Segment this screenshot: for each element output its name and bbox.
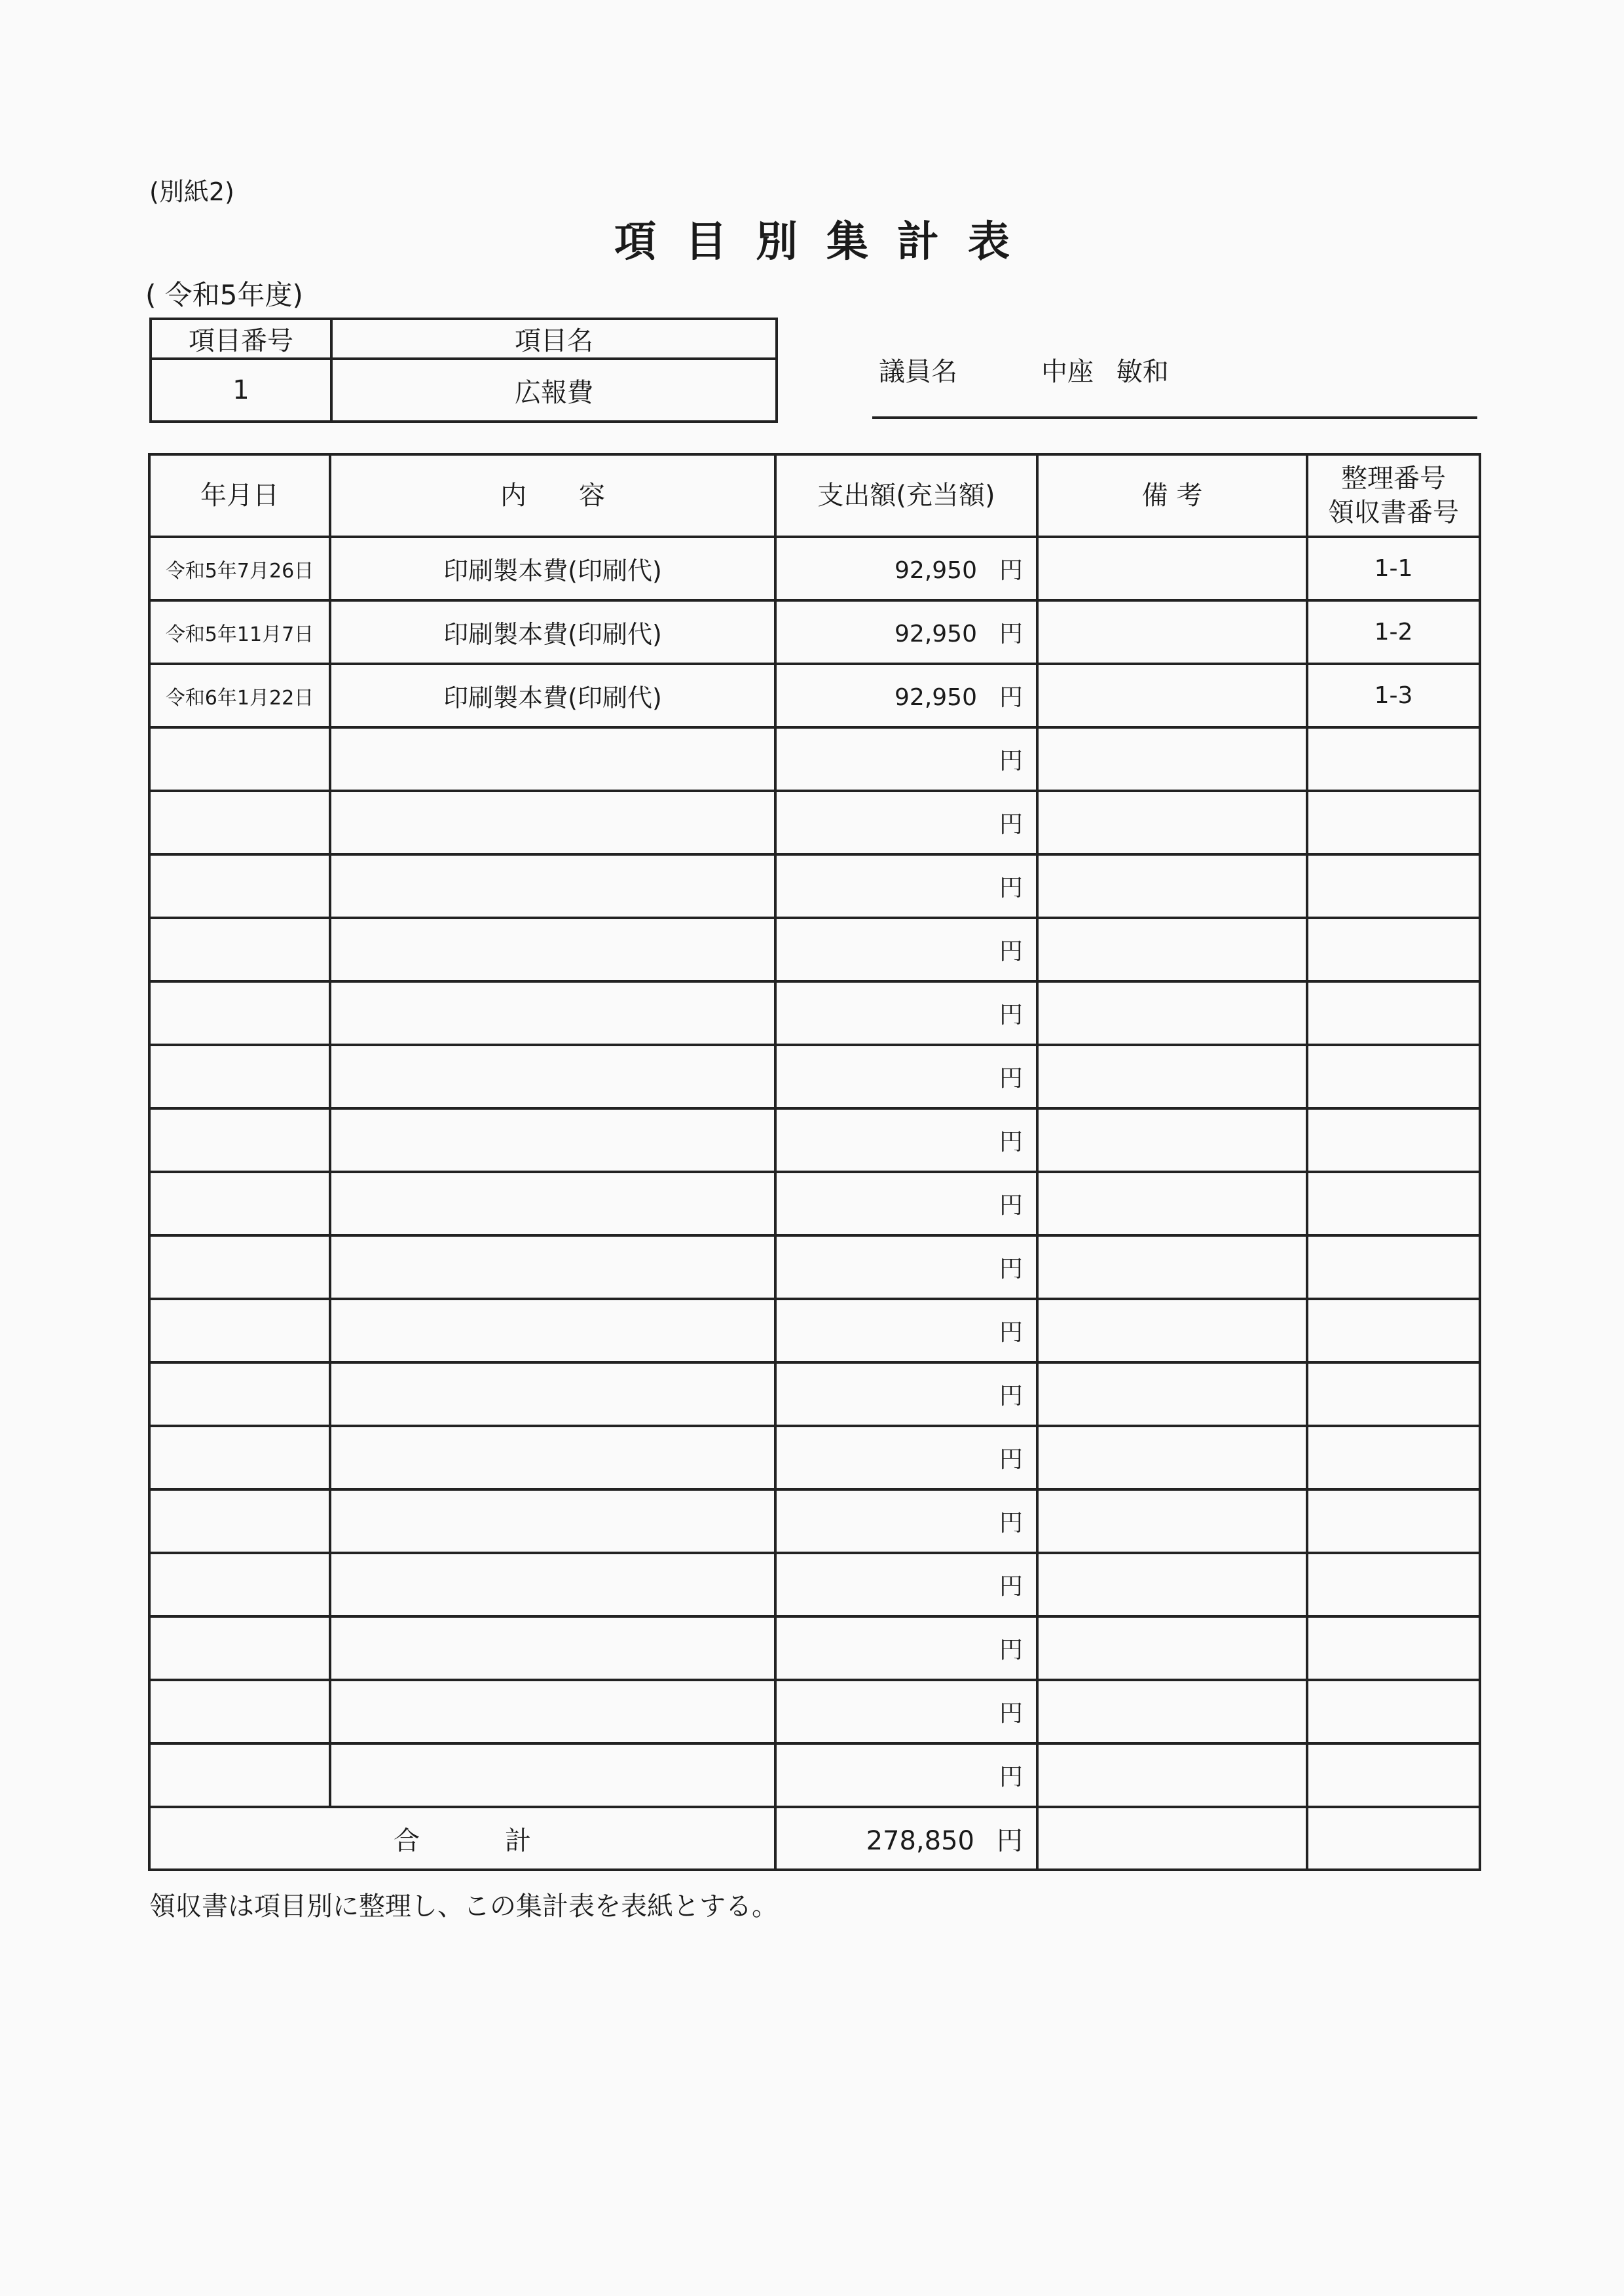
row-amount-value: 92,950 (895, 684, 977, 711)
row-content (330, 1743, 775, 1807)
row-date: 令和6年1月22日 (149, 664, 330, 727)
row-currency: 円 (999, 1319, 1023, 1346)
row-amount (775, 1108, 1037, 1172)
row-amount (775, 1553, 1037, 1616)
table-row (149, 727, 1480, 791)
row-content: 印刷製本費(印刷代) (330, 664, 775, 727)
row-remarks (1037, 981, 1307, 1045)
table-row (149, 600, 1480, 664)
header-date: 年月日 (149, 454, 330, 537)
row-currency: 円 (999, 811, 1023, 838)
table-row (149, 1489, 1480, 1553)
row-date (149, 1172, 330, 1235)
row-reference (1307, 1426, 1480, 1489)
row-date (149, 727, 330, 791)
row-amount (775, 1489, 1037, 1553)
row-currency: 円 (999, 748, 1023, 774)
row-content (330, 1426, 775, 1489)
member-name: 中座 敏和 (1041, 357, 1169, 387)
row-amount (775, 854, 1037, 918)
table-row (149, 1045, 1480, 1108)
header-reference-line2: 領収書番号 (1328, 498, 1459, 528)
row-currency: 円 (999, 875, 1023, 902)
header-amount: 支出額(充当額) (775, 454, 1037, 537)
row-remarks (1037, 727, 1307, 791)
row-reference: 1-3 (1307, 664, 1480, 727)
row-remarks (1037, 1426, 1307, 1489)
row-content (330, 727, 775, 791)
row-reference (1307, 854, 1480, 918)
total-label-cell (149, 1807, 775, 1870)
row-content: 印刷製本費(印刷代) (330, 537, 775, 600)
row-remarks (1037, 1045, 1307, 1108)
table-row (149, 1426, 1480, 1489)
row-reference (1307, 918, 1480, 981)
row-date: 令和5年7月26日 (149, 537, 330, 600)
row-amount (775, 664, 1037, 727)
row-remarks (1037, 1362, 1307, 1426)
row-content (330, 981, 775, 1045)
row-remarks (1037, 664, 1307, 727)
row-reference (1307, 727, 1480, 791)
row-currency: 円 (999, 1573, 1023, 1600)
row-content (330, 791, 775, 854)
row-date (149, 1426, 330, 1489)
row-content (330, 1362, 775, 1426)
row-remarks (1037, 1553, 1307, 1616)
item-number-value: 1 (151, 359, 331, 422)
header-remarks: 備 考 (1037, 454, 1307, 537)
row-content (330, 1172, 775, 1235)
row-amount (775, 537, 1037, 600)
expense-rows (149, 537, 1480, 1807)
row-date (149, 1235, 330, 1299)
row-content (330, 1616, 775, 1680)
row-currency: 円 (999, 1510, 1023, 1537)
row-remarks (1037, 1172, 1307, 1235)
row-currency: 円 (999, 1065, 1023, 1092)
row-currency: 円 (999, 1129, 1023, 1156)
item-name-header: 項目名 (331, 319, 777, 359)
fiscal-year-label: ( 令和5年度) (145, 279, 303, 311)
row-remarks (1037, 854, 1307, 918)
row-date (149, 791, 330, 854)
row-date (149, 1299, 330, 1362)
row-date (149, 1743, 330, 1807)
row-amount (775, 1172, 1037, 1235)
table-row (149, 854, 1480, 918)
row-remarks (1037, 918, 1307, 981)
row-remarks (1037, 1235, 1307, 1299)
row-currency: 円 (999, 621, 1023, 647)
row-date (149, 1553, 330, 1616)
row-amount-value: 92,950 (895, 621, 977, 647)
row-remarks (1037, 1299, 1307, 1362)
table-row (149, 1743, 1480, 1807)
row-date (149, 1108, 330, 1172)
row-currency: 円 (999, 1446, 1023, 1473)
row-content (330, 1553, 775, 1616)
total-reference-cell (1307, 1807, 1480, 1870)
row-currency: 円 (999, 1256, 1023, 1283)
table-row (149, 1172, 1480, 1235)
row-reference (1307, 1362, 1480, 1426)
header-content: 内 容 (330, 454, 775, 537)
table-row (149, 1680, 1480, 1743)
row-reference (1307, 1235, 1480, 1299)
total-label: 合計 (394, 1825, 616, 1856)
row-content (330, 854, 775, 918)
expense-table (148, 453, 1481, 1871)
row-currency: 円 (999, 1192, 1023, 1219)
row-date (149, 1680, 330, 1743)
row-currency: 円 (999, 1383, 1023, 1410)
table-row (149, 1616, 1480, 1680)
row-currency: 円 (999, 1700, 1023, 1727)
row-date (149, 1616, 330, 1680)
row-currency: 円 (999, 1764, 1023, 1791)
table-row (149, 791, 1480, 854)
row-reference (1307, 1680, 1480, 1743)
total-amount-cell (775, 1807, 1037, 1870)
row-amount (775, 1426, 1037, 1489)
row-reference (1307, 1616, 1480, 1680)
row-date (149, 918, 330, 981)
row-amount (775, 1743, 1037, 1807)
row-amount (775, 600, 1037, 664)
row-reference: 1-1 (1307, 537, 1480, 600)
row-amount (775, 981, 1037, 1045)
row-remarks (1037, 1680, 1307, 1743)
row-amount (775, 727, 1037, 791)
table-row (149, 1235, 1480, 1299)
table-row (149, 981, 1480, 1045)
row-content (330, 1299, 775, 1362)
row-reference (1307, 1299, 1480, 1362)
member-underline (872, 416, 1477, 419)
row-content (330, 1680, 775, 1743)
row-content (330, 1108, 775, 1172)
header-reference (1307, 454, 1480, 537)
item-number-header: 項目番号 (151, 319, 331, 359)
footnote: 領収書は項目別に整理し、この集計表を表紙とする。 (149, 1891, 778, 1922)
item-info-table (149, 318, 778, 423)
row-currency: 円 (999, 557, 1023, 584)
row-currency: 円 (999, 684, 1023, 711)
page-title: 項目別集計表 (614, 218, 1039, 266)
row-content (330, 1235, 775, 1299)
row-date (149, 981, 330, 1045)
row-reference (1307, 981, 1480, 1045)
row-reference (1307, 1108, 1480, 1172)
item-name-value: 広報費 (331, 359, 777, 422)
row-amount (775, 1235, 1037, 1299)
row-amount (775, 1045, 1037, 1108)
row-currency: 円 (999, 1002, 1023, 1029)
table-row (149, 664, 1480, 727)
header-reference-line1: 整理番号 (1341, 464, 1446, 494)
row-date (149, 1489, 330, 1553)
row-reference (1307, 1489, 1480, 1553)
row-amount (775, 1616, 1037, 1680)
table-row (149, 1299, 1480, 1362)
row-amount (775, 1362, 1037, 1426)
row-date (149, 1045, 330, 1108)
member-label: 議員名 (879, 357, 957, 387)
row-remarks (1037, 1743, 1307, 1807)
table-row (149, 1553, 1480, 1616)
row-amount (775, 791, 1037, 854)
row-reference (1307, 1045, 1480, 1108)
row-remarks (1037, 1616, 1307, 1680)
row-date (149, 854, 330, 918)
total-amount: 278,850 (866, 1825, 974, 1856)
row-currency: 円 (999, 1637, 1023, 1664)
row-remarks (1037, 537, 1307, 600)
table-row (149, 1108, 1480, 1172)
total-currency: 円 (997, 1825, 1023, 1856)
row-date (149, 1362, 330, 1426)
table-row (149, 537, 1480, 600)
row-amount (775, 1299, 1037, 1362)
total-row (149, 1807, 1480, 1870)
row-currency: 円 (999, 938, 1023, 965)
row-content (330, 918, 775, 981)
row-content: 印刷製本費(印刷代) (330, 600, 775, 664)
row-reference (1307, 1553, 1480, 1616)
row-remarks (1037, 1108, 1307, 1172)
attachment-label: (別紙2) (149, 177, 234, 206)
table-row (149, 1362, 1480, 1426)
row-amount (775, 1680, 1037, 1743)
table-row (149, 918, 1480, 981)
row-reference (1307, 1743, 1480, 1807)
row-content (330, 1489, 775, 1553)
row-reference: 1-2 (1307, 600, 1480, 664)
row-content (330, 1045, 775, 1108)
row-remarks (1037, 1489, 1307, 1553)
row-amount-value: 92,950 (895, 557, 977, 584)
row-remarks (1037, 600, 1307, 664)
row-reference (1307, 791, 1480, 854)
row-reference (1307, 1172, 1480, 1235)
total-remarks-cell (1037, 1807, 1307, 1870)
row-date: 令和5年11月7日 (149, 600, 330, 664)
row-remarks (1037, 791, 1307, 854)
row-amount (775, 918, 1037, 981)
